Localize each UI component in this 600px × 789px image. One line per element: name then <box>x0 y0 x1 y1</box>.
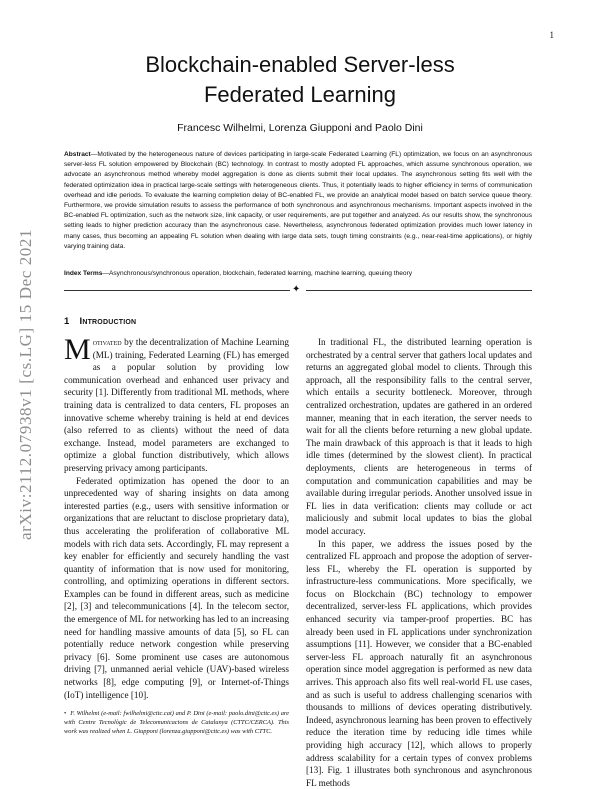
drop-cap: M <box>64 338 91 362</box>
separator-rule-right <box>306 290 532 291</box>
lead-word: otivated <box>93 337 122 347</box>
intro-paragraph-3: In traditional FL, the distributed learning operation is orchestrated by a central server that gathers local updates and returns an aggregated global model to clients. Through this approach, all the responsibility falls to the central server, which entails a security bottleneck. Moreover, through centralized orchestration, updates are gathered in an ordered manner, meaning that in each iteration, the server needs to wait for all the clients before returning a new global update. The main drawback of this approach is that it leads to high idle times (determined by the slowest client). In practical deployments, clients are heterogeneous in terms of computation and communication capabilities and may be available during irregular periods. Another unsolved issue in FL lies in data verification: clients may collude or act maliciously and submit local updates to bias the global model accuracy. <box>306 336 532 538</box>
intro-paragraph-2: Federated optimization has opened the door to an unprecedented way of sharing insights on data among interested parties (e.g., users with sensitive information or organizations that are reluctant to disclose proprietary data), thus accelerating the proliferation of collaborative ML models with rich data sets. Accordingly, FL may represent a key enabler for efficiently and securely handling the vast quantity of information that is now used for monitoring, controlling, and optimizing operations in different sectors. Examples can be found in different areas, such as medicine [2], [3] and telecommunications [4]. In the telecom sector, the emergence of ML for networking has led to an increasing need for handling massive amounts of data [5], so FL can potentially reduce network congestion while preserving privacy [6]. Some prominent use cases are autonomous driving [7], unmanned aerial vehicle (UAV)-based wireless networks [8], edge computing [9], or Internet-of-Things (IoT) intelligence [10]. <box>64 475 289 702</box>
page-number: 1 <box>550 30 555 40</box>
index-terms-label: Index Terms <box>64 270 102 277</box>
section-number: 1 <box>64 316 69 327</box>
title-line-1: Blockchain-enabled Server-less <box>60 50 540 80</box>
separator-diamond-icon: ✦ <box>292 284 300 295</box>
intro-paragraph-1-text: by the decentralization of Machine Learning (ML) training, Federated Learning (FL) has emerged as a popular solution by providing low communication overhead and enhanced user privacy and security [1]. Differently from traditional ML methods, where training data is centralized to data centers, FL proposes an innovative scheme whereby training is held at end devices (also referred to as clients) without the need of data exchange. Instead, model parameters are exchanged to optimize a global function distributively, which allows preserving privacy among participants. <box>64 337 289 473</box>
right-column <box>306 336 532 789</box>
intro-paragraph-1 <box>64 336 289 475</box>
abstract-label: Abstract <box>64 151 91 158</box>
footnote-text: F. Wilhelmi (e-mail: fwilhelmi@cttc.cat) and P. Dini (e-mail: paolo.dini@cttc.es) are with Centre Tecnològic de Telecomunicacions de Catalunya (CTTC/CERCA). This work was realized when L. Giupponi (lorenza.giupponi@cttc.es) was with CTTC. <box>64 710 289 735</box>
arxiv-identifier: arXiv:2112.07938v1 [cs.LG] 15 Dec 2021 <box>16 120 36 540</box>
author-list: Francesc Wilhelmi, Lorenza Giupponi and Paolo Dini <box>60 122 540 134</box>
left-column <box>64 336 289 701</box>
title-line-2: Federated Learning <box>60 80 540 110</box>
footnote-bullet: • <box>64 710 66 717</box>
index-terms-text: —Asynchronous/synchronous operation, blockchain, federated learning, machine learning, queuing theory <box>102 270 412 277</box>
separator-rule-left <box>64 290 290 291</box>
abstract-text: —Motivated by the heterogeneous nature of devices participating in large-scale Federated Learning (FL) optimization, we focus on an asynchronous server-less FL solution empowered by Blockchain (BC) technology. In contrast to mostly adopted FL approaches, which assume synchronous operation, we advocate an asynchronous method whereby model aggregation is done as clients submit their local updates. The asynchronous setting fits well with the federated optimization idea in practical large-scale settings with heterogeneous clients. Thus, it potentially leads to higher efficiency in terms of communication overhead and idle periods. To evaluate the learning completion delay of BC-enabled FL, we provide an analytical model based on batch service queue theory. Furthermore, we provide simulation results to assess the performance of both synchronous and asynchronous mechanisms. Important aspects involved in the BC-enabled FL optimization, such as the network size, link capacity, or user requirements, are put together and analyzed. As our results show, the synchronous setting leads to higher prediction accuracy than the asynchronous case. Nevertheless, asynchronous federated optimization provides much lower latency in many cases, thus becoming an appealing FL solution when dealing with large data sets, tough timing constraints (e.g., near-real-time applications), or highly varying training data. <box>64 151 532 250</box>
section-heading <box>64 316 136 327</box>
paper-title <box>60 50 540 110</box>
abstract <box>64 150 532 252</box>
intro-paragraph-4: In this paper, we address the issues posed by the centralized FL approach and propose the adoption of server-less FL, whereby the FL operation is supported by infrastructure-less communications. More specifically, we focus on Blockchain (BC) technology to empower decentralized, server-less FL applications, which provides enhanced security via tamper-proof properties. BC has already been used in FL applications under synchronization assumptions [11]. However, we consider that a BC-enabled server-less FL approach naturally fit an asynchronous operation since model aggregation is performed as new data arrives. This approach also fits well real-world FL use cases, and as such is useful to address challenging scenarios with thousands to millions of devices operating distributively. Indeed, asynchronous learning has been proven to effectively reduce the iteration time by reducing idle times while providing high accuracy [12], which allows to properly address scalability for a certain types of convex problems [13]. Fig. 1 illustrates both synchronous and asynchronous FL methods <box>306 538 532 789</box>
index-terms <box>64 269 532 279</box>
section-title: Introduction <box>79 316 136 327</box>
footnote <box>64 710 289 736</box>
